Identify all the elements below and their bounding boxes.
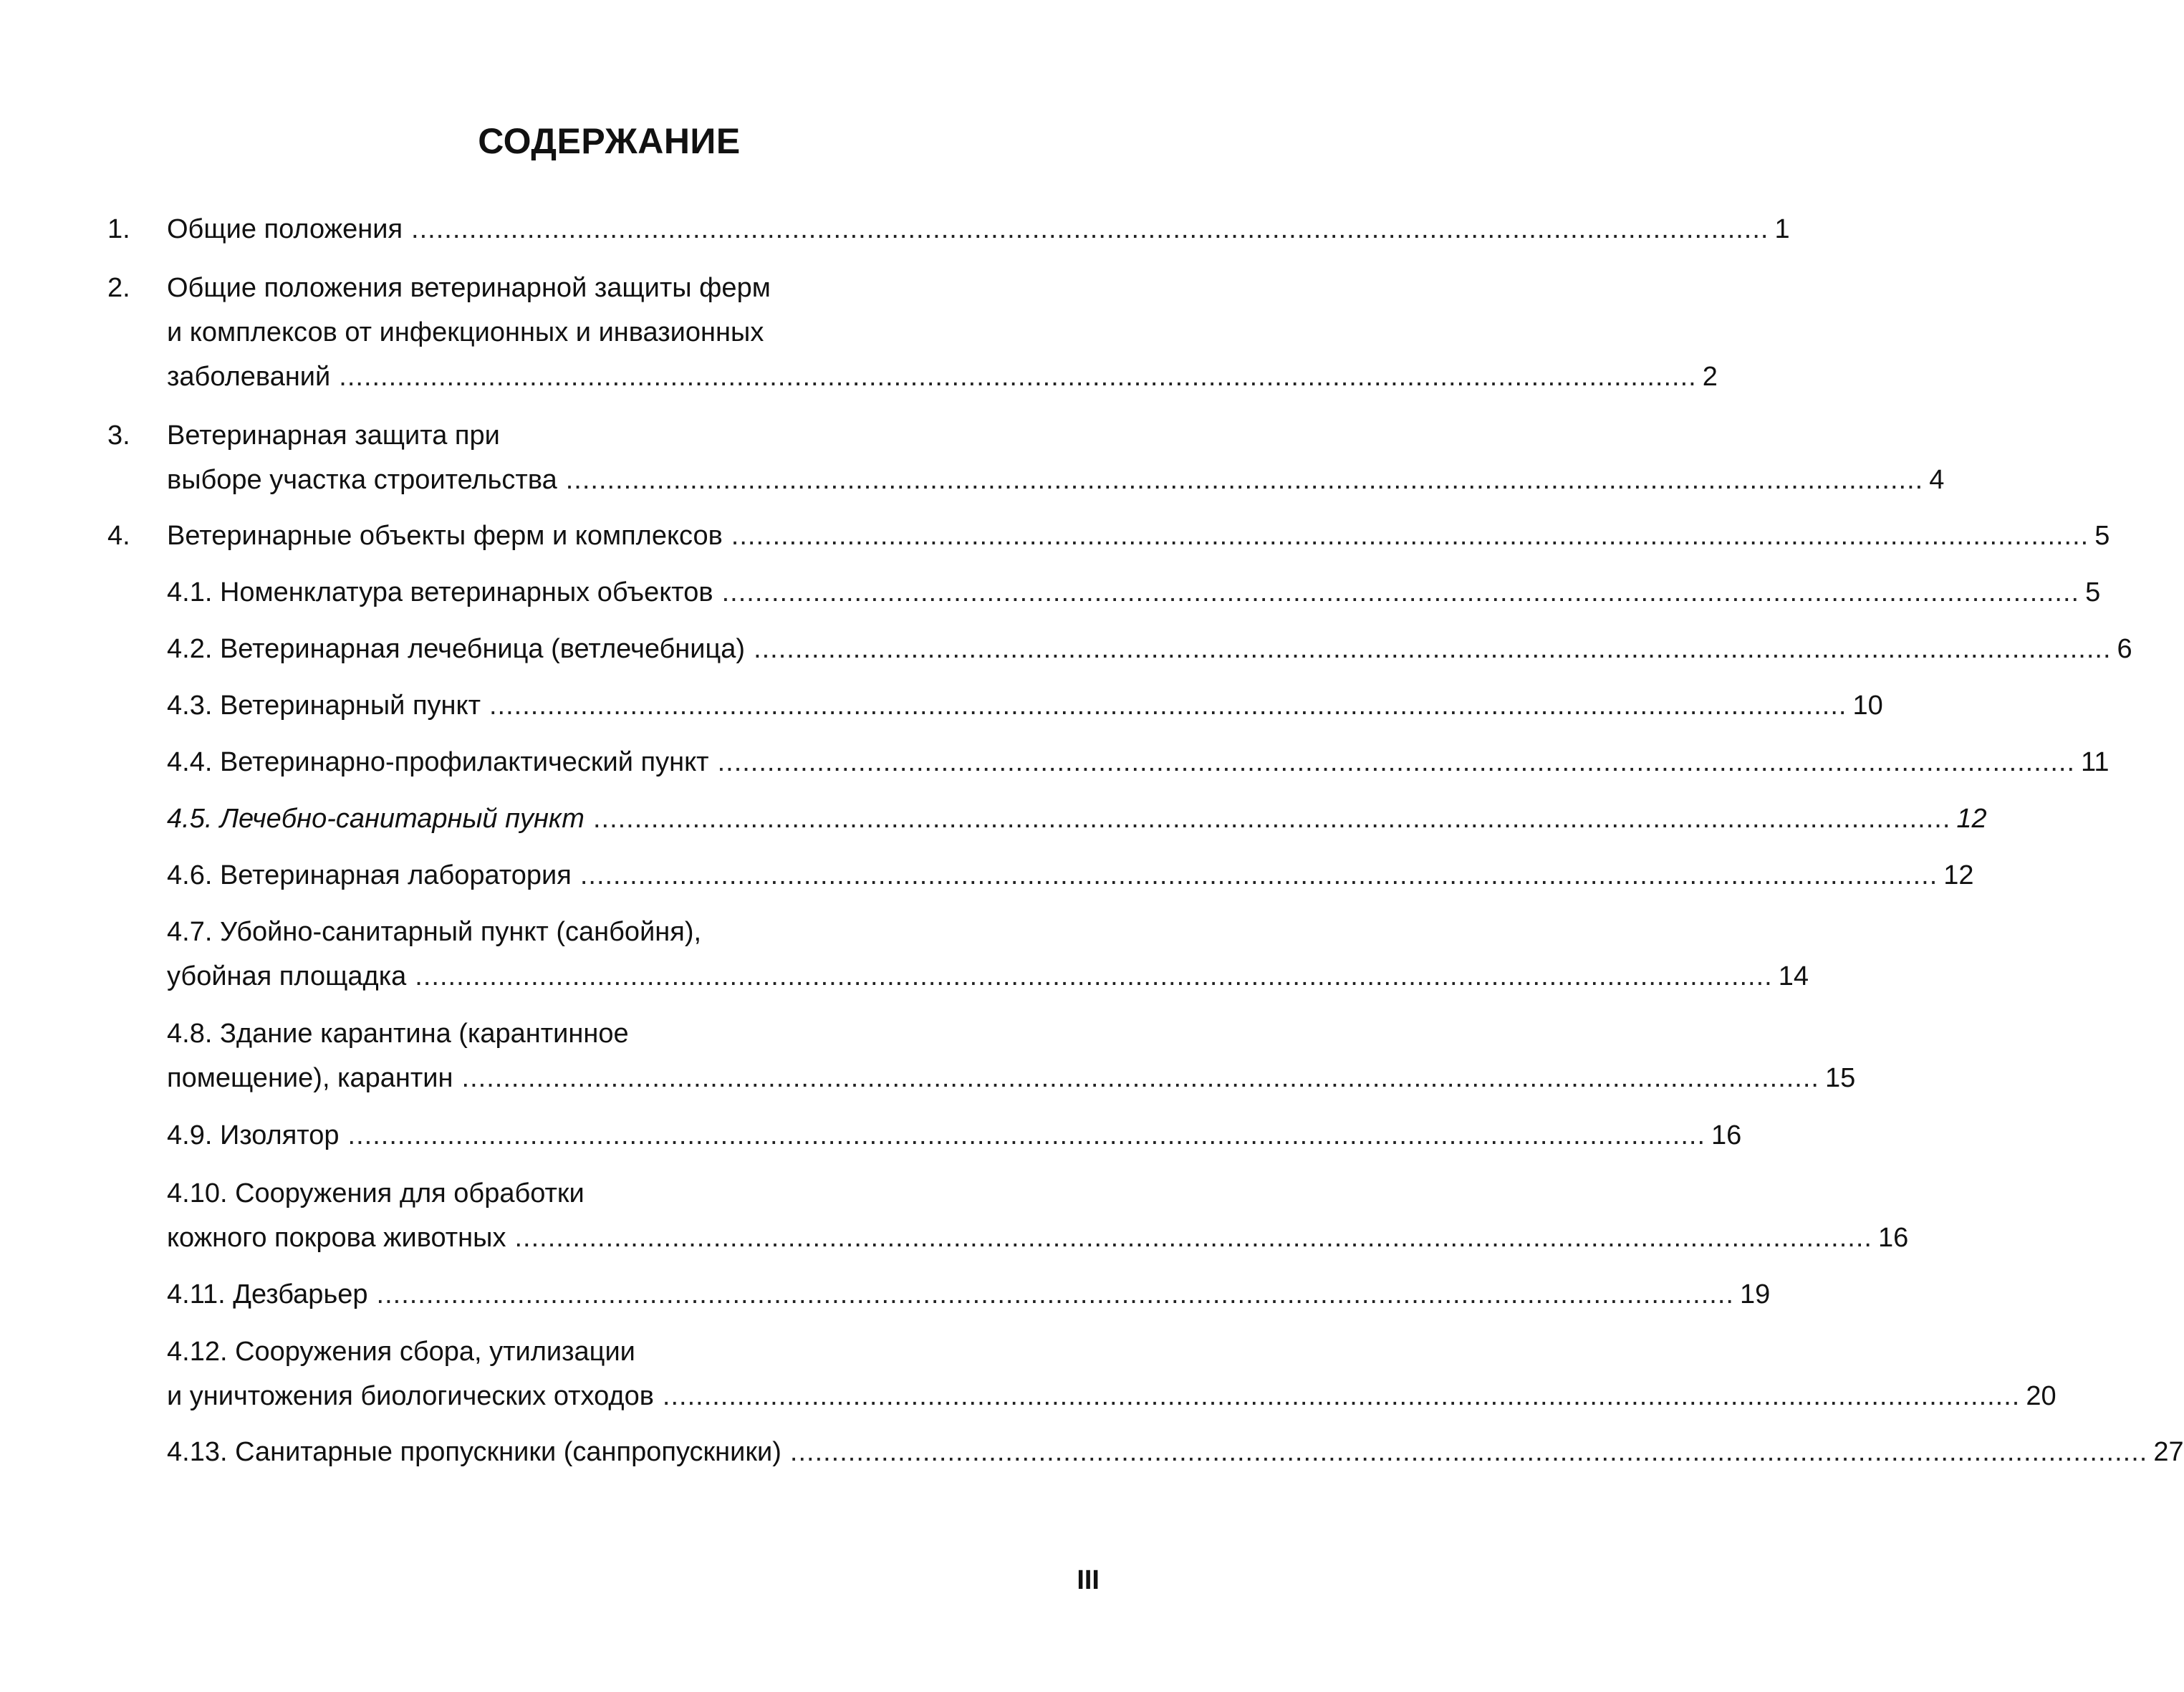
dot-leader: ....................................................................................................................................................................	[592, 804, 1951, 834]
toc-entry-page: 2	[1702, 362, 1718, 392]
dot-leader: ....................................................................................................................................................................	[461, 1063, 1819, 1093]
dot-leader: ....................................................................................................................................................................	[789, 1437, 2148, 1467]
page-number: III	[1077, 1565, 1100, 1595]
toc-entry-line	[167, 854, 1974, 897]
toc-entry-line	[167, 628, 2132, 670]
toc-entry-page: 12	[1943, 860, 1974, 890]
toc-entry-line	[167, 797, 1987, 840]
toc-entry-page: 5	[2094, 521, 2110, 551]
toc-entry-title: убойная площадка	[167, 961, 407, 991]
toc-entry-title: 4.13. Санитарные пропускники (санпропускники)	[167, 1437, 781, 1467]
toc-entry-number: 2.	[107, 273, 130, 303]
toc-entry-line	[167, 514, 2110, 557]
toc-entry-title: Ветеринарная защита при	[167, 420, 500, 451]
dot-leader: ....................................................................................................................................................................	[721, 577, 2080, 607]
toc-entry-line	[167, 1273, 1771, 1316]
dot-leader: ....................................................................................................................................................................	[565, 465, 1924, 495]
toc-entry-title: 4.6. Ветеринарная лаборатория	[167, 860, 572, 890]
toc-entry-line	[167, 1431, 2184, 1474]
toc-entry-number: 3.	[107, 420, 130, 451]
toc-entry-title: 4.3. Ветеринарный пункт	[167, 691, 481, 721]
toc-entry-title: заболеваний	[167, 362, 331, 392]
dot-leader: ....................................................................................................................................................................	[662, 1381, 2021, 1411]
toc-entry-title: 4.8. Здание карантина (карантинное	[167, 1019, 629, 1049]
toc-entry-page: 20	[2026, 1381, 2056, 1411]
toc-entry-line	[167, 1216, 1909, 1259]
toc-entry-number: 4.	[107, 521, 130, 551]
toc-entry-line	[167, 741, 2110, 784]
toc-entry-line	[167, 955, 1809, 998]
toc-entry-title: кожного покрова животных	[167, 1223, 506, 1253]
toc-entry-title: Ветеринарные объекты ферм и комплексов	[167, 521, 723, 551]
toc-entry-line	[167, 571, 2101, 614]
toc-entry-page: 5	[2085, 577, 2101, 607]
toc-entry-title: выборе участка строительства	[167, 465, 557, 495]
toc-entry-number: 1.	[107, 214, 130, 244]
dot-leader: ....................................................................................................................................................................	[514, 1223, 1872, 1253]
dot-leader: ....................................................................................................................................................................	[376, 1279, 1734, 1309]
toc-entry-line	[167, 1057, 1856, 1100]
dot-leader: ....................................................................................................................................................................	[717, 747, 2076, 777]
toc-entry-title: и уничтожения биологических отходов	[167, 1381, 654, 1411]
toc-entry-line	[167, 208, 1790, 251]
toc-entry-page: 6	[2117, 634, 2132, 664]
toc-entry-title: 4.10. Сооружения для обработки	[167, 1178, 585, 1208]
toc-entry-page: 12	[1956, 804, 1987, 834]
toc-entry-page: 16	[1711, 1120, 1742, 1150]
toc-entry-title: 4.7. Убойно-санитарный пункт (санбойня),	[167, 917, 702, 947]
toc-entry-line	[167, 1375, 2056, 1418]
toc-entry-page: 4	[1929, 465, 1945, 495]
toc-entry-page: 10	[1852, 691, 1883, 721]
toc-entry-page: 16	[1877, 1223, 1909, 1253]
dot-leader: ....................................................................................................................................................................	[579, 860, 1938, 890]
toc-entry-page: 11	[2081, 747, 2110, 777]
toc-entry-title: 4.9. Изолятор	[167, 1120, 340, 1150]
toc-entry-page: 1	[1774, 214, 1790, 244]
toc-entry-page: 19	[1739, 1279, 1771, 1309]
toc-entry-title: и комплексов от инфекционных и инвазионных	[167, 317, 764, 347]
toc-entry-title: 4.11. Дезбарьер	[167, 1279, 368, 1309]
toc-entry-title: 4.2. Ветеринарная лечебница (ветлечебница)	[167, 634, 746, 664]
toc-entry-line	[167, 458, 1945, 501]
toc-entry-title: 4.4. Ветеринарно-профилактический пункт	[167, 747, 709, 777]
toc-entry-line	[167, 1114, 1742, 1157]
dot-leader: ....................................................................................................................................................................	[489, 691, 1847, 721]
toc-entry-page: 15	[1824, 1063, 1856, 1093]
dot-leader: ....................................................................................................................................................................	[347, 1120, 1706, 1150]
dot-leader: ....................................................................................................................................................................	[411, 214, 1769, 244]
toc-entry-title: Общие положения	[167, 214, 403, 244]
toc-entry-title: 4.5. Лечебно-санитарный пункт	[167, 804, 585, 834]
dot-leader: ....................................................................................................................................................................	[754, 634, 2112, 664]
page-title: СОДЕРЖАНИЕ	[478, 121, 741, 161]
toc-entry-title: Общие положения ветеринарной защиты ферм	[167, 273, 771, 303]
toc-entry-title: 4.1. Номенклатура ветеринарных объектов	[167, 577, 713, 607]
toc-entry-line	[167, 684, 1883, 727]
toc-entry-page: 14	[1778, 961, 1809, 991]
dot-leader: ....................................................................................................................................................................	[415, 961, 1773, 991]
dot-leader: ....................................................................................................................................................................	[339, 362, 1697, 392]
toc-entry-title: помещение), карантин	[167, 1063, 453, 1093]
toc-entry-title: 4.12. Сооружения сбора, утилизации	[167, 1337, 635, 1367]
toc-entry-line	[167, 355, 1718, 398]
toc-entry-page: 27	[2153, 1437, 2184, 1467]
dot-leader: ....................................................................................................................................................................	[731, 521, 2089, 551]
